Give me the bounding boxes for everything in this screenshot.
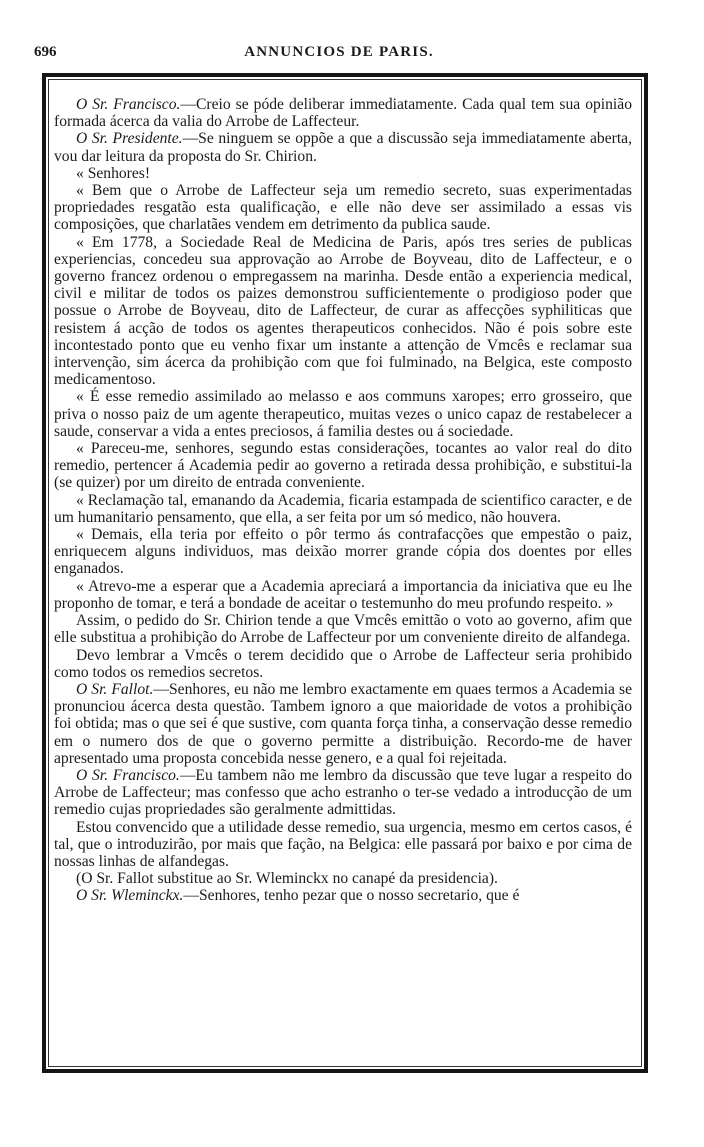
paragraph-text: « Atrevo-me a esperar que a Academia apreciará a importancia da iniciativa que eu lhe proponho de tomar, e terá a bondade de aceitar o testemunho do meu profundo respeito. » (54, 577, 632, 612)
paragraph (54, 96, 632, 130)
paragraph (54, 612, 632, 646)
paragraph (54, 182, 632, 234)
speaker-name: O Sr. Francisco. (76, 766, 180, 784)
paragraph-text: —Eu tambem não me lembro da discussão que teve lugar a respeito do Arrobe de Laffecteur; mas confesso que acho estranho o ter-se vedado a introducção de um remedio cujas propriedades são geralmente admittidas. (54, 766, 632, 819)
paragraph-text: —Senhores, eu não me lembro exactamente em quaes termos a Academia se pronunciou ácerca desta questão. Tambem ignoro a que maioridade de votos a prohibição foi obtida; mas o que sei é que sustive, com quanta força tinha, a conservação desse remedio em o numero dos de que o governo permitte a distribuição. Recordo-me de haver apresentado uma proposta concebida nesse genero, e a qual foi rejeitada. (54, 680, 632, 767)
speaker-name: O Sr. Wleminckx. (76, 887, 184, 905)
paragraph (54, 130, 632, 164)
paragraph (54, 440, 632, 492)
paragraph-text: « Demais, ella teria por effeito o pôr termo ás contrafacções que empestão o paiz, enriquecem alguns individuos, mas deixão morrer grande cópia dos doentes por elles enganados. (54, 526, 632, 578)
paragraph-text: « Pareceu-me, senhores, segundo estas considerações, tocantes ao valor real do dito remedio, pertencer á Academia pedir ao governo a retirada dessa prohibição, e substitui-la (se quizer) por um direito de entrada conveniente. (54, 440, 632, 492)
paragraph-text: « É esse remedio assimilado ao melasso e aos communs xaropes; erro grosseiro, que priva o nosso paiz de um agente therapeutico, muitas vezes o unico capaz de restabelecer a saude, conservar a vida a entes preciosos, á familia destes ou á sociedade. (54, 388, 632, 440)
paragraph-text: Devo lembrar a Vmcês o terem decidido que o Arrobe de Laffecteur seria prohibido como todos os remedios secretos. (54, 646, 632, 681)
paragraph (54, 870, 632, 887)
paragraph-text: « Bem que o Arrobe de Laffecteur seja um remedio secreto, suas experimentadas propriedades resgatão esta qualificação, e elle não deve ser assimilado a essas vis composições, que charlatães vendem em detrimento da publica saude. (54, 182, 632, 234)
paragraph (54, 578, 632, 612)
running-title: ANNUNCIOS DE PARIS. (244, 44, 434, 60)
paragraph (54, 681, 632, 767)
paragraph-text: « Em 1778, a Sociedade Real de Medicina de Paris, após tres series de publicas experiencias, concedeu sua approvação ao Arrobe de Boyveau, dito de Laffecteur, e o governo francez ordenou o empregassem na marinha. Desde então a experiencia medical, civil e militar de todos os paizes demonstrou sufficientemente o prodigioso poder que possue o Arrobe de Boyveau, dito de Laffecteur, de curar as affecções syphiliticas que resistem á acção de todos os agentes therapeuticos conhecidos. Não é pois sobre este incontestado ponto que eu venho fixar um instante a attenção de Vmcês e reclamar sua intervenção, sim ácerca da prohibição com que foi fulminado, na Belgica, este composto medicamentoso. (54, 233, 632, 389)
paragraph-text: —Creio se póde deliberar immediatamente. Cada qual tem sua opinião formada ácerca da valia do Arrobe de Laffecteur. (54, 96, 632, 131)
paragraph (54, 492, 632, 526)
paragraph (54, 388, 632, 440)
paragraph (54, 819, 632, 871)
page-header (34, 44, 644, 66)
paragraph-text: Assim, o pedido do Sr. Chirion tende a que Vmcês emittão o voto ao governo, afim que elle substitua a prohibição do Arrobe de Laffecteur por um conveniente direito de alfandega. (54, 612, 632, 647)
paragraph (54, 526, 632, 578)
paragraph (54, 767, 632, 819)
body-text (54, 96, 632, 905)
paragraph-text: (O Sr. Fallot substitue ao Sr. Wleminckx no canapé da presidencia). (76, 870, 498, 888)
page-number: 696 (34, 44, 57, 60)
paragraph (54, 234, 632, 389)
paragraph-text: « Senhores! (76, 164, 151, 182)
paragraph (54, 887, 632, 904)
speaker-name: O Sr. Fallot. (76, 680, 154, 698)
paragraph (54, 647, 632, 681)
paragraph-text: Estou convencido que a utilidade desse remedio, sua urgencia, mesmo em certos casos, é tal, que o introduzirão, por mais que fação, na Belgica: elle passará por baixo e por cima de nossas linhas de alfandegas. (54, 818, 632, 870)
speaker-name: O Sr. Presidente. (76, 130, 183, 148)
paragraph (54, 165, 632, 182)
paragraph-text: —Se ninguem se oppõe a que a discussão seja immediatamente aberta, vou dar leitura da proposta do Sr. Chirion. (54, 130, 632, 165)
paragraph-text: « Reclamação tal, emanando da Academia, ficaria estampada de scientifico caracter, e de um humanitario pensamento, que ella, a ser feita por um só medico, não houvera. (54, 491, 632, 526)
paragraph-text: —Senhores, tenho pezar que o nosso secretario, que é (183, 887, 520, 905)
speaker-name: O Sr. Francisco. (76, 96, 181, 113)
